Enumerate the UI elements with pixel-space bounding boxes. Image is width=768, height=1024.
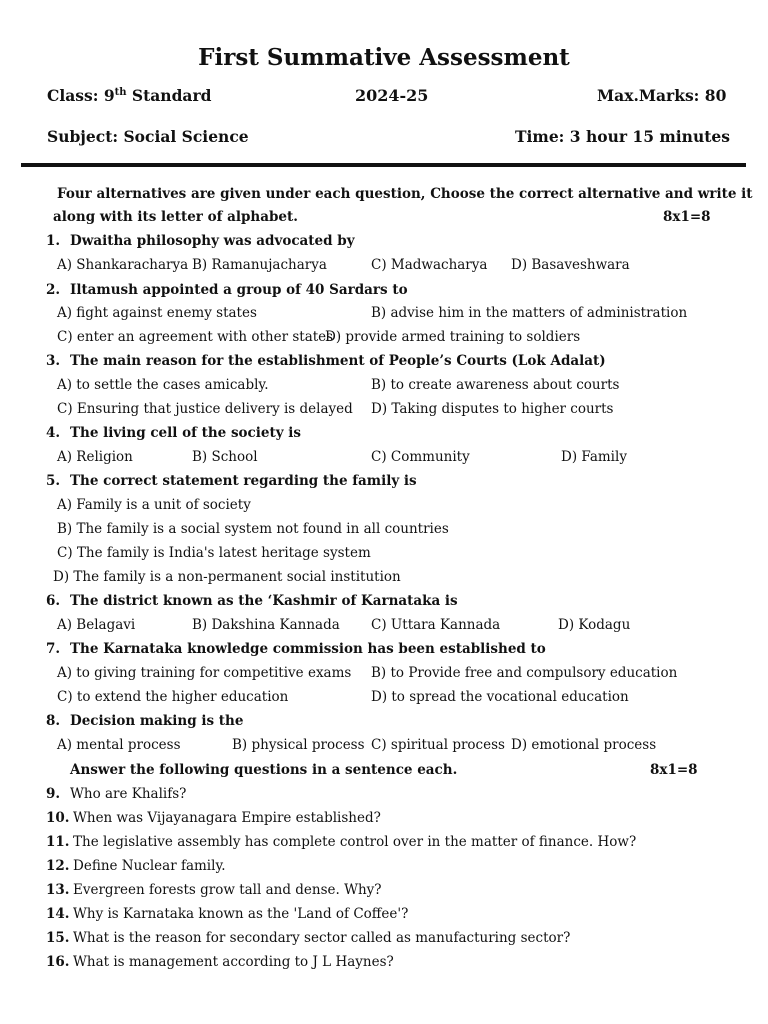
question-number: 12.: [46, 858, 70, 874]
section1-instruction-cont: along with its letter of alphabet.: [53, 209, 298, 225]
question-number: 5.: [46, 473, 61, 489]
option-c: C) spiritual process: [371, 737, 505, 753]
question-number: 15.: [46, 930, 70, 946]
question-number: 3.: [46, 353, 61, 369]
option-c: C) Community: [371, 449, 470, 465]
option-c: C) Uttara Kannada: [371, 617, 501, 633]
academic-year: 2024-25: [355, 86, 429, 105]
question-text: The Karnataka knowledge commission has been established to: [70, 641, 546, 657]
option-c: C) enter an agreement with other states: [57, 329, 334, 345]
question-text: Who are Khalifs?: [70, 786, 187, 802]
option-d: D) The family is a non-permanent social institution: [53, 569, 401, 585]
question-number: 2.: [46, 282, 61, 298]
section1-marks: 8x1=8: [663, 209, 711, 225]
question-number: 7.: [46, 641, 61, 657]
option-c: C) Ensuring that justice delivery is delayed: [57, 401, 353, 417]
section2-instruction: Answer the following questions in a sentence each.: [70, 762, 458, 778]
option-d: D) provide armed training to soldiers: [325, 329, 581, 345]
option-a: A) to settle the cases amicably.: [57, 377, 269, 393]
question-number: 6.: [46, 593, 61, 609]
page-title: First Summative Assessment: [198, 44, 570, 71]
question-number: 16.: [46, 954, 70, 970]
question-text: What is management according to J L Haynes?: [73, 954, 394, 970]
question-number: 14.: [46, 906, 70, 922]
option-a: A) Shankaracharya: [57, 257, 189, 273]
question-text: Define Nuclear family.: [73, 858, 226, 874]
question-number: 11.: [46, 834, 70, 850]
question-text: The main reason for the establishment of People’s Courts (Lok Adalat): [70, 353, 606, 369]
option-a: A) Religion: [57, 449, 133, 465]
option-a: A) Family is a unit of society: [57, 497, 251, 513]
question-text: When was Vijayanagara Empire established?: [73, 810, 381, 826]
max-marks: Max.Marks: 80: [597, 86, 727, 105]
option-a: A) to giving training for competitive exams: [57, 665, 352, 681]
time-label: Time: 3 hour 15 minutes: [515, 127, 730, 146]
question-text: Evergreen forests grow tall and dense. Why?: [73, 882, 382, 898]
option-b: B) advise him in the matters of administration: [371, 305, 688, 321]
option-b: B) physical process: [232, 737, 365, 753]
question-text: What is the reason for secondary sector called as manufacturing sector?: [73, 930, 571, 946]
option-d: D) to spread the vocational education: [371, 689, 629, 705]
question-text: Why is Karnataka known as the 'Land of Coffee'?: [73, 906, 409, 922]
option-c: C) to extend the higher education: [57, 689, 289, 705]
section1-instruction: Four alternatives are given under each question, Choose the correct alternative and write it: [57, 186, 753, 202]
option-a: A) Belagavi: [57, 617, 136, 633]
section2-marks: 8x1=8: [650, 762, 698, 778]
question-text: The correct statement regarding the family is: [70, 473, 417, 489]
option-d: D) Basaveshwara: [511, 257, 630, 273]
option-d: D) Kodagu: [558, 617, 631, 633]
question-number: 10.: [46, 810, 70, 826]
question-text: The living cell of the society is: [70, 425, 302, 441]
option-a: A) fight against enemy states: [57, 305, 257, 321]
question-number: 1.: [46, 233, 61, 249]
question-text: Decision making is the: [70, 713, 244, 729]
question-number: 13.: [46, 882, 70, 898]
option-b: B) Ramanujacharya: [192, 257, 327, 273]
question-text: The district known as the ‘Kashmir of Karnataka is: [70, 593, 458, 609]
option-d: D) emotional process: [511, 737, 657, 753]
option-d: D) Taking disputes to higher courts: [371, 401, 614, 417]
question-text: The legislative assembly has complete control over in the matter of finance. How?: [73, 834, 637, 850]
option-c: C) The family is India's latest heritage system: [57, 545, 371, 561]
class-label: Class: 9th Standard: [47, 86, 212, 105]
header-divider: [21, 163, 746, 167]
question-text: Iltamush appointed a group of 40 Sardars to: [70, 282, 408, 298]
option-a: A) mental process: [57, 737, 181, 753]
subject-label: Subject: Social Science: [47, 127, 249, 146]
question-text: Dwaitha philosophy was advocated by: [70, 233, 355, 249]
option-b: B) to Provide free and compulsory education: [371, 665, 678, 681]
option-b: B) The family is a social system not found in all countries: [57, 521, 449, 537]
question-number: 9.: [46, 786, 61, 802]
option-c: C) Madwacharya: [371, 257, 488, 273]
option-b: B) Dakshina Kannada: [192, 617, 340, 633]
option-d: D) Family: [561, 449, 627, 465]
option-b: B) to create awareness about courts: [371, 377, 620, 393]
option-b: B) School: [192, 449, 258, 465]
question-number: 8.: [46, 713, 61, 729]
question-number: 4.: [46, 425, 61, 441]
